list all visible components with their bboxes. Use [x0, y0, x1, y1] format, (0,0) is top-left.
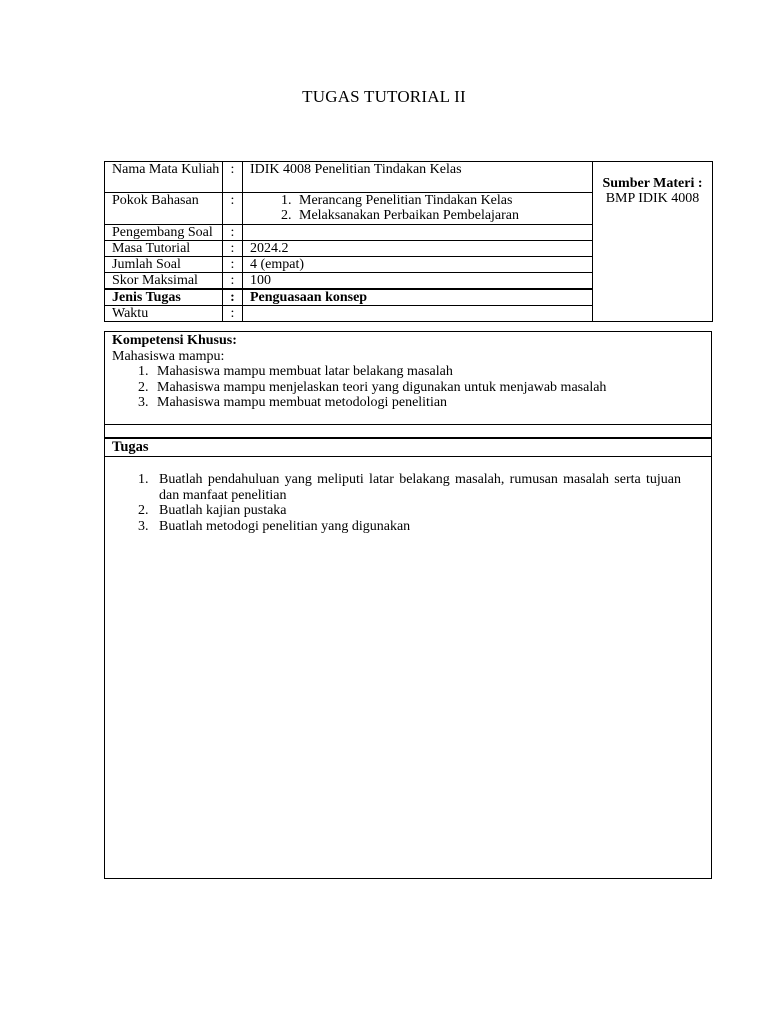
list-item: 1. Mahasiswa mampu membuat latar belakang masalah — [152, 364, 711, 380]
value-jenis-tugas: Penguasaan konsep — [243, 289, 593, 306]
label-jumlah-soal: Jumlah Soal — [105, 257, 223, 273]
sumber-materi-cell — [593, 162, 713, 322]
tugas-heading: Tugas — [105, 437, 711, 457]
kompetensi-section — [105, 332, 711, 424]
colon: : — [223, 241, 243, 257]
value-nama-mata-kuliah: IDIK 4008 Penelitian Tindakan Kelas — [243, 162, 593, 193]
colon: : — [223, 306, 243, 322]
list-item: 2. Mahasiswa mampu menjelaskan teori yang digunakan untuk menjawab masalah — [152, 380, 711, 396]
colon: : — [223, 289, 243, 306]
label-pokok-bahasan: Pokok Bahasan — [105, 193, 223, 225]
sumber-materi-value: BMP IDIK 4008 — [605, 191, 700, 206]
label-nama-mata-kuliah: Nama Mata Kuliah — [105, 162, 223, 193]
kompetensi-list — [112, 364, 711, 411]
list-item: 3. Mahasiswa mampu membuat metodologi penelitian — [152, 395, 711, 411]
kompetensi-heading: Kompetensi Khusus: — [112, 333, 237, 348]
label-skor-maksimal: Skor Maksimal — [105, 273, 223, 290]
label-waktu: Waktu — [105, 306, 223, 322]
course-info-table — [104, 161, 713, 322]
divider — [105, 424, 711, 437]
kompetensi-tugas-box — [104, 331, 712, 879]
list-item: 2. Buatlah kajian pustaka — [152, 503, 681, 519]
list-item: 1. Buatlah pendahuluan yang meliputi latar belakang masalah, rumusan masalah serta tujuan dan manfaat penelitian — [152, 472, 681, 503]
value-pengembang-soal — [243, 225, 593, 241]
colon: : — [223, 225, 243, 241]
value-jumlah-soal: 4 (empat) — [243, 257, 593, 273]
colon: : — [223, 257, 243, 273]
pokok-bahasan-list — [250, 193, 592, 223]
label-pengembang-soal: Pengembang Soal — [105, 225, 223, 241]
list-item: 1. Merancang Penelitian Tindakan Kelas — [295, 193, 592, 208]
row-nama-mata-kuliah — [105, 162, 713, 193]
value-masa-tutorial: 2024.2 — [243, 241, 593, 257]
list-item: 2. Melaksanakan Perbaikan Pembelajaran — [295, 208, 592, 223]
tugas-list — [105, 472, 681, 534]
colon: : — [223, 273, 243, 290]
sumber-materi-heading: Sumber Materi : — [602, 176, 703, 191]
value-waktu — [243, 306, 593, 322]
colon: : — [223, 193, 243, 225]
label-masa-tutorial: Masa Tutorial — [105, 241, 223, 257]
colon: : — [223, 162, 243, 193]
label-jenis-tugas: Jenis Tugas — [105, 289, 223, 306]
page-title: TUGAS TUTORIAL II — [302, 87, 466, 106]
kompetensi-intro: Mahasiswa mampu: — [112, 348, 225, 364]
value-skor-maksimal: 100 — [243, 273, 593, 290]
value-pokok-bahasan — [243, 193, 593, 225]
list-item: 3. Buatlah metodogi penelitian yang digunakan — [152, 519, 681, 535]
